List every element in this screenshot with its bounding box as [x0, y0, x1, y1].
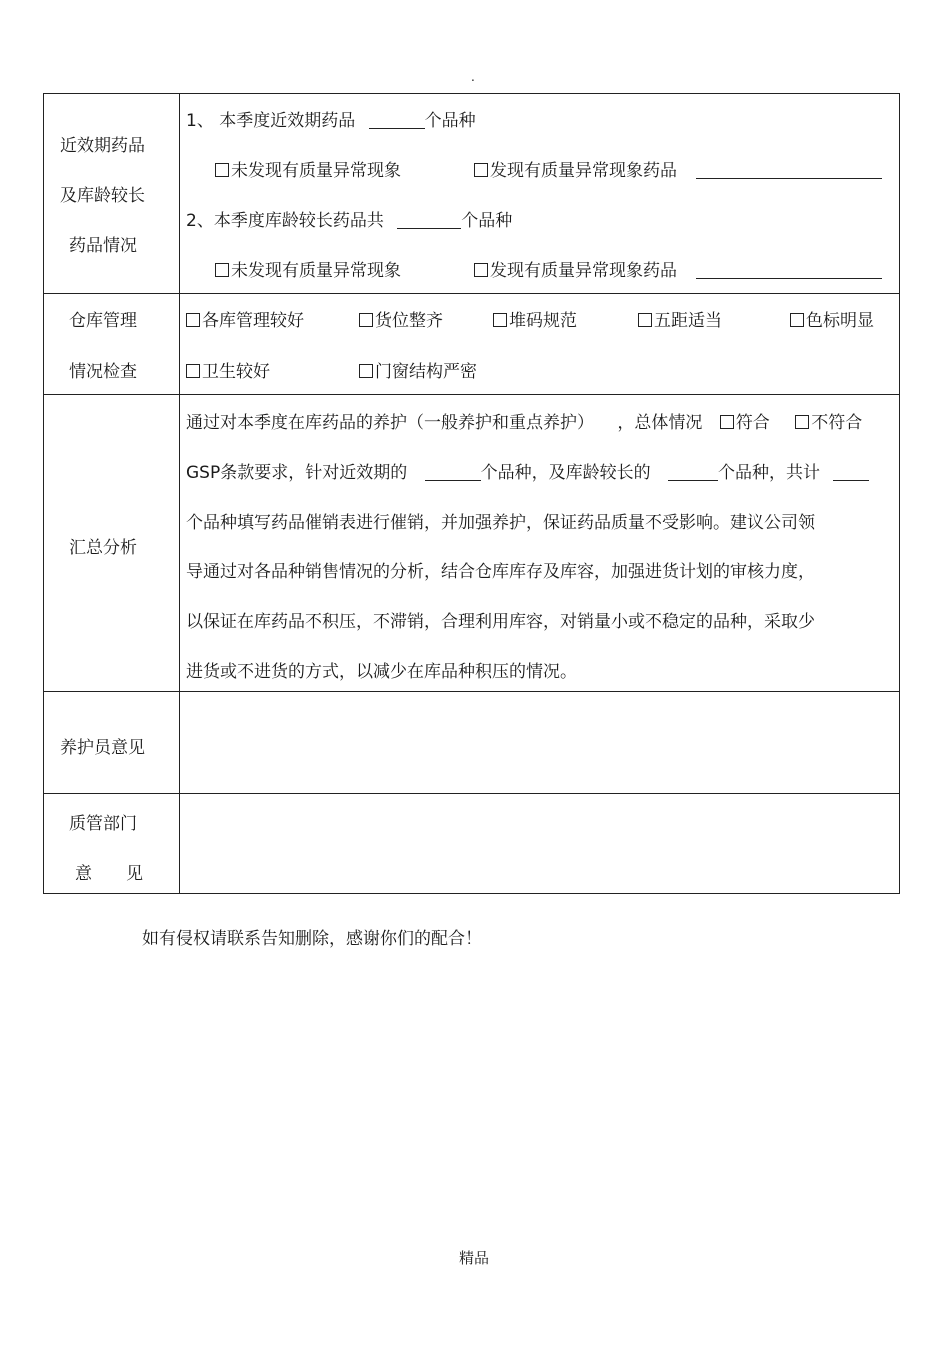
row-divider [43, 293, 900, 294]
checkbox[interactable] [186, 313, 200, 327]
checkbox[interactable] [474, 263, 488, 277]
near-expiry-count-blank[interactable] [425, 464, 481, 481]
long-stock-item2: 2、本季度库龄较长药品共 个品种 [186, 211, 513, 231]
long-stock-count-blank[interactable] [668, 464, 718, 481]
long-stock-count-blank[interactable] [397, 212, 461, 229]
near-expiry-abnormal-option[interactable]: 发现有质量异常现象药品 [474, 156, 882, 181]
check-option[interactable]: 堆码规范 [493, 306, 577, 331]
row-divider [43, 793, 900, 794]
near-expiry-count-blank[interactable] [369, 112, 425, 129]
check-option[interactable]: 各库管理较好 [186, 306, 304, 331]
table-border-bottom [43, 893, 900, 894]
table-border-top [43, 93, 900, 94]
long-stock-abnormal-option[interactable]: 发现有质量异常现象药品 [474, 256, 882, 281]
check-option[interactable]: 色标明显 [790, 306, 874, 331]
long-stock-no-abnormal-option[interactable]: 未发现有质量异常现象 [215, 256, 401, 281]
checkbox[interactable] [359, 364, 373, 378]
page-label: 精品 [459, 1249, 490, 1267]
near-expiry-no-abnormal-option[interactable]: 未发现有质量异常现象 [215, 156, 401, 181]
row-label-summary: 汇总分析 [69, 538, 137, 558]
summary-line-3: 个品种填写药品催销表进行催销，并加强养护，保证药品质量不受影响。建议公司领 [186, 513, 815, 533]
total-count-blank[interactable] [833, 464, 869, 481]
check-option[interactable]: 门窗结构严密 [359, 357, 477, 382]
row-label-qa-line1: 质管部门 [69, 814, 137, 834]
checkbox[interactable] [638, 313, 652, 327]
row-label-warehouse-line2: 情况检查 [69, 362, 137, 382]
row-divider [43, 394, 900, 395]
row-label-near-expiry-line2: 及库龄较长 [60, 186, 145, 206]
summary-line-5: 以保证在库药品不积压，不滞销，合理利用库容，对销量小或不稳定的品种，采取少 [186, 612, 815, 632]
summary-line-2: GSP条款要求，针对近效期的 个品种，及库龄较长的 个品种，共计 [186, 458, 869, 483]
check-option[interactable]: 卫生较好 [186, 357, 270, 382]
summary-line-1: 通过对本季度在库药品的养护（一般养护和重点养护） ，总体情况 符合 不符合 [186, 413, 863, 433]
row-label-qa-line2: 意 见 [75, 864, 143, 884]
checkbox[interactable] [493, 313, 507, 327]
row-label-warehouse-line1: 仓库管理 [69, 311, 137, 331]
qa-opinion-field[interactable] [181, 796, 897, 891]
header-dot: . [471, 70, 475, 84]
check-option[interactable]: 五距适当 [638, 306, 722, 331]
checkbox[interactable] [795, 415, 809, 429]
footer-note: 如有侵权请联系告知删除，感谢你们的配合！ [142, 929, 482, 949]
abnormal-drug-blank[interactable] [696, 262, 882, 279]
checkbox[interactable] [186, 364, 200, 378]
table-border-left [43, 93, 44, 894]
check-option[interactable]: 货位整齐 [359, 306, 443, 331]
table-border-right [899, 93, 900, 894]
curator-opinion-field[interactable] [181, 695, 897, 791]
near-expiry-item1: 1、 本季度近效期药品 个品种 [186, 111, 476, 131]
checkbox[interactable] [215, 263, 229, 277]
row-divider [43, 691, 900, 692]
row-label-near-expiry-line1: 近效期药品 [60, 136, 145, 156]
checkbox[interactable] [790, 313, 804, 327]
checkbox[interactable] [720, 415, 734, 429]
abnormal-drug-blank[interactable] [696, 162, 882, 179]
checkbox[interactable] [215, 163, 229, 177]
row-label-near-expiry-line3: 药品情况 [69, 236, 137, 256]
checkbox[interactable] [359, 313, 373, 327]
column-divider [179, 93, 180, 894]
checkbox[interactable] [474, 163, 488, 177]
row-label-curator: 养护员意见 [60, 738, 145, 758]
summary-line-6: 进货或不进货的方式，以减少在库品种积压的情况。 [186, 662, 577, 682]
summary-line-4: 导通过对各品种销售情况的分析，结合仓库库存及库容，加强进货计划的审核力度， [186, 562, 815, 582]
